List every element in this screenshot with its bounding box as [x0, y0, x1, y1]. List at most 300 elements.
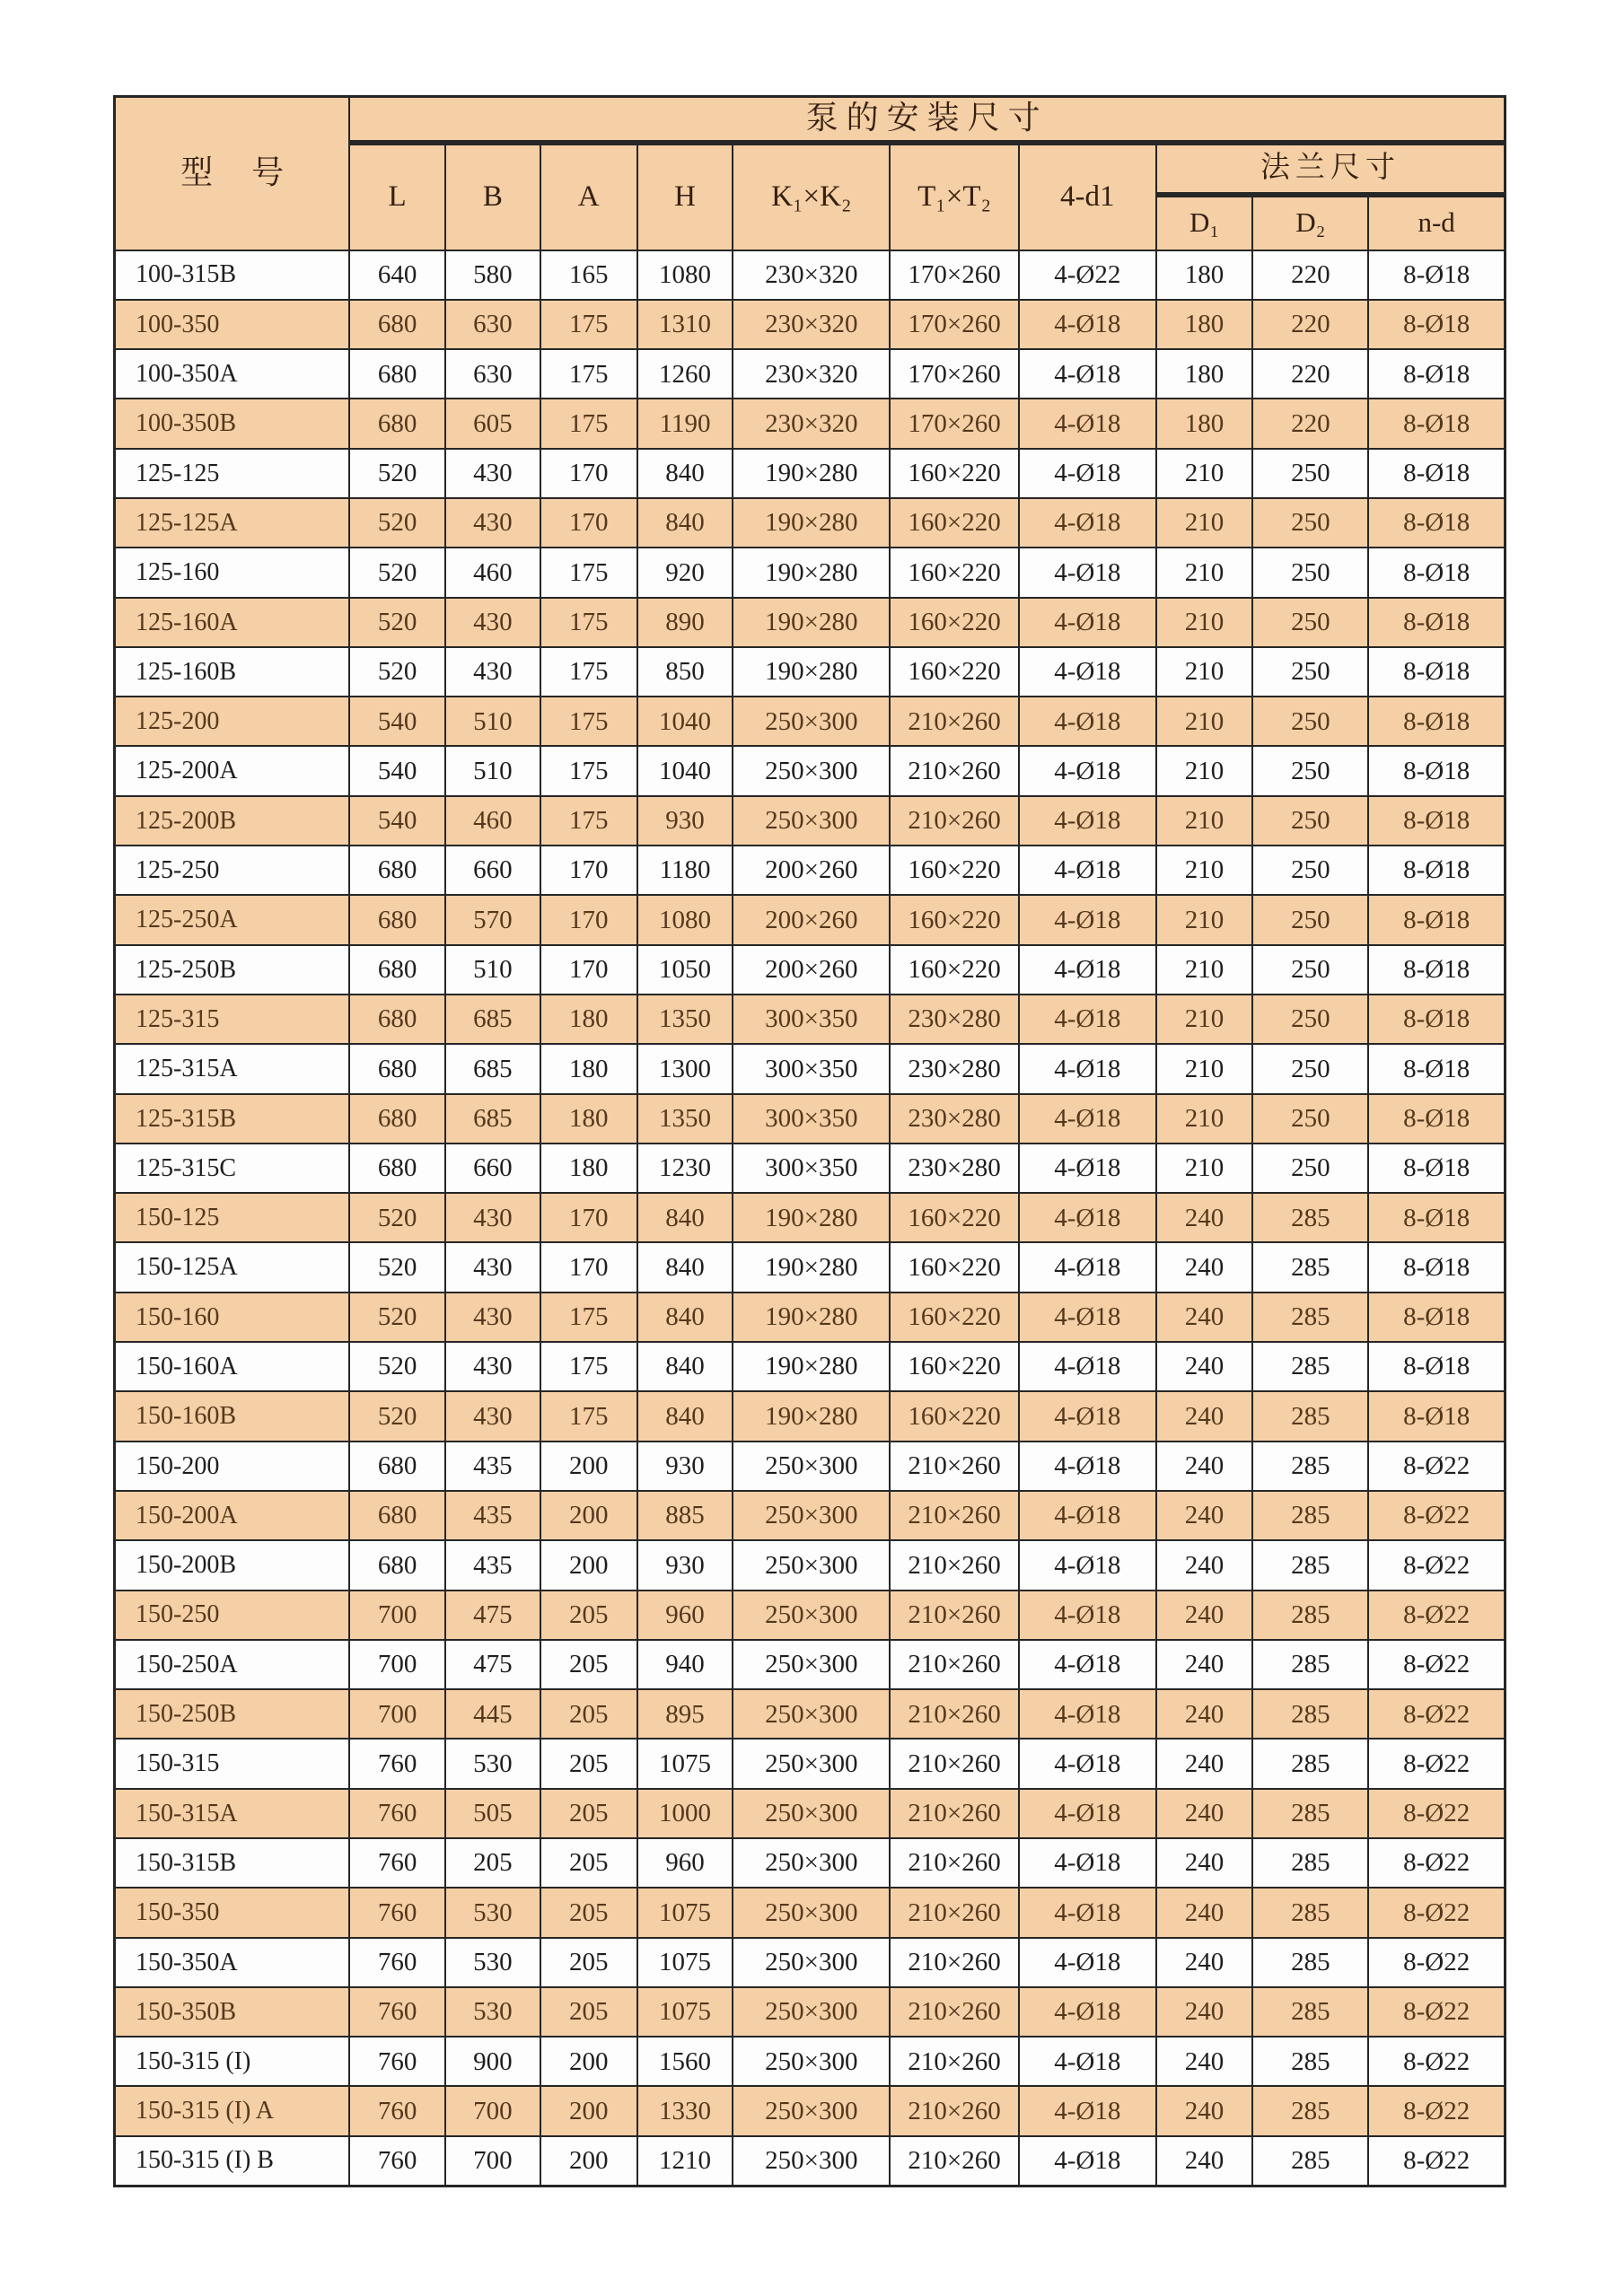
cell-D2: 250	[1252, 697, 1368, 746]
table-row	[115, 1193, 1505, 1242]
cell-D1: 240	[1156, 1739, 1253, 1788]
cell-D1: 210	[1156, 1044, 1253, 1093]
table-row	[115, 697, 1505, 746]
cell-T1xT2: 210×260	[890, 1838, 1019, 1888]
flange-size-header: 法兰尺寸	[1156, 143, 1505, 195]
table-row	[115, 1888, 1505, 1937]
table-row	[115, 1491, 1505, 1540]
cell-H: 1080	[637, 895, 733, 944]
cell-L: 640	[349, 250, 445, 300]
cell-D2: 285	[1252, 2136, 1368, 2186]
cell-T1xT2: 160×220	[890, 846, 1019, 895]
cell-n-d: 8-Ø22	[1368, 1739, 1505, 1788]
cell-4-d1: 4-Ø18	[1019, 1293, 1156, 1342]
model-cell: 150-200B	[115, 1540, 350, 1590]
cell-K1xK2: 230×320	[733, 250, 890, 300]
cell-K1xK2: 250×300	[733, 2086, 890, 2135]
model-cell: 150-315 (I) A	[115, 2086, 350, 2135]
cell-H: 895	[637, 1689, 733, 1739]
model-cell: 150-315B	[115, 1838, 350, 1888]
cell-D2: 250	[1252, 995, 1368, 1044]
table-row	[115, 300, 1505, 349]
pump-dimensions-table	[113, 95, 1506, 2187]
cell-L: 680	[349, 846, 445, 895]
cell-L: 760	[349, 1938, 445, 1987]
cell-A: 205	[540, 1591, 637, 1640]
cell-K1xK2: 230×320	[733, 399, 890, 448]
cell-A: 175	[540, 598, 637, 647]
cell-H: 1560	[637, 2037, 733, 2086]
cell-T1xT2: 210×260	[890, 1689, 1019, 1739]
table-row	[115, 1689, 1505, 1739]
table-row	[115, 995, 1505, 1044]
table-row	[115, 250, 1505, 300]
cell-K1xK2: 200×260	[733, 945, 890, 995]
cell-B: 580	[445, 250, 540, 300]
cell-K1xK2: 250×300	[733, 2037, 890, 2086]
cell-n-d: 8-Ø18	[1368, 697, 1505, 746]
cell-D2: 250	[1252, 449, 1368, 498]
cell-D1: 240	[1156, 1491, 1253, 1540]
model-cell: 100-315B	[115, 250, 350, 300]
cell-D2: 285	[1252, 1540, 1368, 1590]
cell-K1xK2: 190×280	[733, 1242, 890, 1292]
cell-n-d: 8-Ø18	[1368, 1242, 1505, 1292]
cell-D2: 285	[1252, 1689, 1368, 1739]
cell-H: 850	[637, 647, 733, 697]
cell-K1xK2: 230×320	[733, 300, 890, 349]
cell-L: 760	[349, 1739, 445, 1788]
cell-n-d: 8-Ø22	[1368, 1888, 1505, 1937]
cell-H: 1000	[637, 1789, 733, 1838]
cell-L: 680	[349, 895, 445, 944]
cell-L: 700	[349, 1689, 445, 1739]
cell-n-d: 8-Ø22	[1368, 1689, 1505, 1739]
cell-4-d1: 4-Ø18	[1019, 1391, 1156, 1441]
model-cell: 125-315B	[115, 1094, 350, 1144]
cell-L: 520	[349, 598, 445, 647]
cell-D1: 180	[1156, 349, 1253, 399]
cell-T1xT2: 160×220	[890, 895, 1019, 944]
cell-4-d1: 4-Ø18	[1019, 2086, 1156, 2135]
cell-H: 930	[637, 1442, 733, 1491]
cell-4-d1: 4-Ø18	[1019, 1987, 1156, 2037]
cell-D1: 240	[1156, 2037, 1253, 2086]
model-cell: 150-125	[115, 1193, 350, 1242]
cell-n-d: 8-Ø18	[1368, 349, 1505, 399]
cell-D2: 285	[1252, 2037, 1368, 2086]
cell-4-d1: 4-Ø18	[1019, 449, 1156, 498]
model-cell: 125-250B	[115, 945, 350, 995]
cell-T1xT2: 210×260	[890, 1938, 1019, 1987]
cell-B: 430	[445, 449, 540, 498]
cell-A: 205	[540, 1888, 637, 1937]
cell-K1xK2: 230×320	[733, 349, 890, 399]
cell-L: 760	[349, 1838, 445, 1888]
cell-H: 1075	[637, 1739, 733, 1788]
cell-D1: 210	[1156, 1094, 1253, 1144]
cell-L: 680	[349, 300, 445, 349]
cell-D1: 240	[1156, 1242, 1253, 1292]
cell-H: 1260	[637, 349, 733, 399]
cell-L: 680	[349, 945, 445, 995]
cell-n-d: 8-Ø22	[1368, 1838, 1505, 1888]
cell-H: 960	[637, 1838, 733, 1888]
cell-K1xK2: 200×260	[733, 895, 890, 944]
cell-T1xT2: 210×260	[890, 746, 1019, 795]
cell-H: 920	[637, 548, 733, 597]
cell-A: 175	[540, 399, 637, 448]
cell-n-d: 8-Ø18	[1368, 300, 1505, 349]
cell-n-d: 8-Ø18	[1368, 895, 1505, 944]
cell-4-d1: 4-Ø18	[1019, 349, 1156, 399]
cell-D1: 210	[1156, 746, 1253, 795]
cell-D2: 220	[1252, 300, 1368, 349]
col-header-D2: D₂	[1252, 195, 1368, 250]
cell-K1xK2: 250×300	[733, 1689, 890, 1739]
cell-T1xT2: 230×280	[890, 995, 1019, 1044]
cell-n-d: 8-Ø18	[1368, 1391, 1505, 1441]
cell-4-d1: 4-Ø18	[1019, 1442, 1156, 1491]
cell-K1xK2: 250×300	[733, 1838, 890, 1888]
cell-A: 205	[540, 1739, 637, 1788]
cell-D1: 240	[1156, 1293, 1253, 1342]
cell-H: 1075	[637, 1888, 733, 1937]
cell-4-d1: 4-Ø18	[1019, 399, 1156, 448]
cell-4-d1: 4-Ø18	[1019, 2136, 1156, 2186]
cell-D2: 285	[1252, 1938, 1368, 1987]
cell-D1: 210	[1156, 895, 1253, 944]
cell-K1xK2: 200×260	[733, 846, 890, 895]
cell-D1: 240	[1156, 1342, 1253, 1391]
cell-K1xK2: 250×300	[733, 1591, 890, 1640]
model-cell: 125-125	[115, 449, 350, 498]
cell-4-d1: 4-Ø18	[1019, 1242, 1156, 1292]
cell-4-d1: 4-Ø18	[1019, 1838, 1156, 1888]
cell-B: 900	[445, 2037, 540, 2086]
cell-4-d1: 4-Ø18	[1019, 1640, 1156, 1689]
cell-D2: 250	[1252, 1144, 1368, 1193]
cell-B: 430	[445, 1342, 540, 1391]
cell-L: 760	[349, 2136, 445, 2186]
cell-B: 445	[445, 1689, 540, 1739]
cell-H: 960	[637, 1591, 733, 1640]
cell-H: 1310	[637, 300, 733, 349]
table-row	[115, 1789, 1505, 1838]
table-row	[115, 1242, 1505, 1292]
model-cell: 125-315	[115, 995, 350, 1044]
cell-B: 685	[445, 1094, 540, 1144]
cell-4-d1: 4-Ø18	[1019, 598, 1156, 647]
cell-B: 510	[445, 746, 540, 795]
cell-B: 700	[445, 2086, 540, 2135]
cell-B: 430	[445, 498, 540, 548]
cell-A: 175	[540, 1342, 637, 1391]
table-row	[115, 399, 1505, 448]
model-cell: 150-315A	[115, 1789, 350, 1838]
cell-A: 175	[540, 1293, 637, 1342]
cell-H: 1075	[637, 1938, 733, 1987]
cell-T1xT2: 160×220	[890, 1293, 1019, 1342]
cell-B: 205	[445, 1838, 540, 1888]
cell-T1xT2: 160×220	[890, 1391, 1019, 1441]
cell-K1xK2: 190×280	[733, 548, 890, 597]
cell-H: 840	[637, 1242, 733, 1292]
cell-H: 1300	[637, 1044, 733, 1093]
cell-n-d: 8-Ø22	[1368, 2037, 1505, 2086]
cell-K1xK2: 250×300	[733, 2136, 890, 2186]
cell-D2: 250	[1252, 598, 1368, 647]
cell-H: 840	[637, 1342, 733, 1391]
table-row	[115, 349, 1505, 399]
model-cell: 150-350B	[115, 1987, 350, 2037]
cell-D2: 285	[1252, 1640, 1368, 1689]
cell-4-d1: 4-Ø18	[1019, 548, 1156, 597]
cell-4-d1: 4-Ø18	[1019, 846, 1156, 895]
cell-B: 660	[445, 1144, 540, 1193]
cell-T1xT2: 170×260	[890, 399, 1019, 448]
cell-D2: 250	[1252, 647, 1368, 697]
cell-B: 630	[445, 349, 540, 399]
model-cell: 125-315C	[115, 1144, 350, 1193]
cell-4-d1: 4-Ø22	[1019, 250, 1156, 300]
cell-K1xK2: 300×350	[733, 1144, 890, 1193]
model-cell: 125-200	[115, 697, 350, 746]
model-cell: 125-250A	[115, 895, 350, 944]
cell-n-d: 8-Ø18	[1368, 945, 1505, 995]
model-cell: 150-315 (I) B	[115, 2136, 350, 2186]
cell-4-d1: 4-Ø18	[1019, 1689, 1156, 1739]
cell-K1xK2: 250×300	[733, 697, 890, 746]
cell-D1: 210	[1156, 498, 1253, 548]
cell-A: 170	[540, 945, 637, 995]
col-header-K1xK2: K₁×K₂	[733, 143, 890, 250]
cell-A: 180	[540, 1144, 637, 1193]
cell-B: 605	[445, 399, 540, 448]
table-row	[115, 598, 1505, 647]
cell-A: 200	[540, 1491, 637, 1540]
cell-D1: 240	[1156, 2086, 1253, 2135]
cell-T1xT2: 230×280	[890, 1144, 1019, 1193]
cell-D1: 240	[1156, 1591, 1253, 1640]
table-row	[115, 2136, 1505, 2186]
cell-D2: 285	[1252, 1293, 1368, 1342]
cell-H: 1330	[637, 2086, 733, 2135]
cell-n-d: 8-Ø22	[1368, 1442, 1505, 1491]
cell-A: 205	[540, 1838, 637, 1888]
table-row	[115, 647, 1505, 697]
cell-n-d: 8-Ø18	[1368, 647, 1505, 697]
table-row	[115, 449, 1505, 498]
cell-H: 890	[637, 598, 733, 647]
cell-4-d1: 4-Ø18	[1019, 1144, 1156, 1193]
cell-D1: 240	[1156, 1938, 1253, 1987]
model-cell: 125-200A	[115, 746, 350, 795]
cell-A: 170	[540, 895, 637, 944]
cell-L: 760	[349, 1789, 445, 1838]
cell-K1xK2: 250×300	[733, 1789, 890, 1838]
cell-T1xT2: 170×260	[890, 349, 1019, 399]
cell-K1xK2: 250×300	[733, 1442, 890, 1491]
model-cell: 100-350	[115, 300, 350, 349]
cell-n-d: 8-Ø22	[1368, 2086, 1505, 2135]
table-row	[115, 548, 1505, 597]
cell-K1xK2: 250×300	[733, 1987, 890, 2037]
cell-T1xT2: 210×260	[890, 1640, 1019, 1689]
cell-A: 180	[540, 1044, 637, 1093]
table-row	[115, 1144, 1505, 1193]
cell-4-d1: 4-Ø18	[1019, 1540, 1156, 1590]
cell-4-d1: 4-Ø18	[1019, 2037, 1156, 2086]
cell-n-d: 8-Ø22	[1368, 1540, 1505, 1590]
cell-L: 760	[349, 1987, 445, 2037]
cell-H: 1040	[637, 746, 733, 795]
cell-n-d: 8-Ø18	[1368, 796, 1505, 846]
cell-D1: 210	[1156, 945, 1253, 995]
model-cell: 150-250A	[115, 1640, 350, 1689]
cell-D2: 285	[1252, 1789, 1368, 1838]
cell-D1: 210	[1156, 449, 1253, 498]
table-row	[115, 1342, 1505, 1391]
cell-K1xK2: 250×300	[733, 746, 890, 795]
cell-D2: 285	[1252, 2086, 1368, 2135]
cell-B: 530	[445, 1739, 540, 1788]
cell-A: 205	[540, 1938, 637, 1987]
cell-K1xK2: 190×280	[733, 1391, 890, 1441]
cell-A: 200	[540, 2037, 637, 2086]
cell-D1: 180	[1156, 250, 1253, 300]
cell-B: 435	[445, 1540, 540, 1590]
cell-H: 1210	[637, 2136, 733, 2186]
cell-L: 760	[349, 1888, 445, 1937]
cell-T1xT2: 160×220	[890, 647, 1019, 697]
table-row	[115, 498, 1505, 548]
table-row	[115, 846, 1505, 895]
model-cell: 100-350A	[115, 349, 350, 399]
cell-B: 700	[445, 2136, 540, 2186]
cell-D1: 210	[1156, 598, 1253, 647]
install-dimensions-header: 泵的安装尺寸	[349, 97, 1505, 143]
cell-D1: 210	[1156, 995, 1253, 1044]
cell-B: 475	[445, 1640, 540, 1689]
col-header-A: A	[540, 143, 637, 250]
cell-A: 175	[540, 300, 637, 349]
table-row	[115, 1640, 1505, 1689]
cell-D2: 220	[1252, 399, 1368, 448]
cell-A: 200	[540, 1442, 637, 1491]
cell-n-d: 8-Ø18	[1368, 1293, 1505, 1342]
cell-H: 1075	[637, 1987, 733, 2037]
cell-L: 700	[349, 1640, 445, 1689]
cell-A: 205	[540, 1987, 637, 2037]
cell-A: 200	[540, 2136, 637, 2186]
cell-A: 170	[540, 1242, 637, 1292]
cell-T1xT2: 210×260	[890, 1491, 1019, 1540]
cell-D2: 250	[1252, 548, 1368, 597]
table-row	[115, 746, 1505, 795]
cell-n-d: 8-Ø22	[1368, 1640, 1505, 1689]
cell-4-d1: 4-Ø18	[1019, 1491, 1156, 1540]
cell-K1xK2: 250×300	[733, 1938, 890, 1987]
cell-H: 885	[637, 1491, 733, 1540]
model-cell: 150-250B	[115, 1689, 350, 1739]
cell-B: 475	[445, 1591, 540, 1640]
cell-H: 1350	[637, 995, 733, 1044]
cell-D2: 250	[1252, 945, 1368, 995]
cell-L: 520	[349, 647, 445, 697]
cell-K1xK2: 190×280	[733, 498, 890, 548]
cell-D1: 180	[1156, 399, 1253, 448]
cell-L: 520	[349, 1342, 445, 1391]
cell-K1xK2: 250×300	[733, 1540, 890, 1590]
cell-B: 530	[445, 1987, 540, 2037]
cell-n-d: 8-Ø18	[1368, 399, 1505, 448]
table-row	[115, 1094, 1505, 1144]
cell-4-d1: 4-Ø18	[1019, 1094, 1156, 1144]
model-cell: 150-160A	[115, 1342, 350, 1391]
cell-B: 685	[445, 1044, 540, 1093]
cell-n-d: 8-Ø18	[1368, 746, 1505, 795]
cell-n-d: 8-Ø18	[1368, 548, 1505, 597]
cell-4-d1: 4-Ø18	[1019, 995, 1156, 1044]
model-cell: 150-200	[115, 1442, 350, 1491]
table-row	[115, 2037, 1505, 2086]
cell-4-d1: 4-Ø18	[1019, 1888, 1156, 1937]
model-cell: 150-160	[115, 1293, 350, 1342]
cell-T1xT2: 210×260	[890, 2086, 1019, 2135]
cell-T1xT2: 210×260	[890, 1540, 1019, 1590]
cell-4-d1: 4-Ø18	[1019, 1789, 1156, 1838]
cell-T1xT2: 210×260	[890, 1591, 1019, 1640]
model-cell: 125-125A	[115, 498, 350, 548]
cell-H: 1050	[637, 945, 733, 995]
cell-T1xT2: 160×220	[890, 449, 1019, 498]
cell-D2: 285	[1252, 1193, 1368, 1242]
table-row	[115, 2086, 1505, 2135]
cell-T1xT2: 160×220	[890, 945, 1019, 995]
cell-n-d: 8-Ø22	[1368, 1938, 1505, 1987]
model-cell: 150-350A	[115, 1938, 350, 1987]
cell-B: 460	[445, 796, 540, 846]
cell-T1xT2: 210×260	[890, 1987, 1019, 2037]
cell-K1xK2: 250×300	[733, 1739, 890, 1788]
cell-K1xK2: 190×280	[733, 1342, 890, 1391]
cell-B: 570	[445, 895, 540, 944]
cell-H: 840	[637, 498, 733, 548]
cell-n-d: 8-Ø22	[1368, 2136, 1505, 2186]
cell-H: 930	[637, 1540, 733, 1590]
table-row	[115, 945, 1505, 995]
col-header-B: B	[445, 143, 540, 250]
cell-4-d1: 4-Ø18	[1019, 895, 1156, 944]
cell-D1: 180	[1156, 300, 1253, 349]
cell-K1xK2: 190×280	[733, 1293, 890, 1342]
cell-D1: 210	[1156, 846, 1253, 895]
cell-K1xK2: 300×350	[733, 995, 890, 1044]
cell-H: 1350	[637, 1094, 733, 1144]
cell-D1: 210	[1156, 697, 1253, 746]
cell-L: 700	[349, 1591, 445, 1640]
cell-4-d1: 4-Ø18	[1019, 300, 1156, 349]
cell-n-d: 8-Ø18	[1368, 846, 1505, 895]
cell-B: 530	[445, 1888, 540, 1937]
cell-A: 205	[540, 1689, 637, 1739]
cell-K1xK2: 250×300	[733, 1888, 890, 1937]
cell-H: 840	[637, 1391, 733, 1441]
cell-B: 435	[445, 1491, 540, 1540]
cell-A: 165	[540, 250, 637, 300]
cell-B: 430	[445, 1193, 540, 1242]
